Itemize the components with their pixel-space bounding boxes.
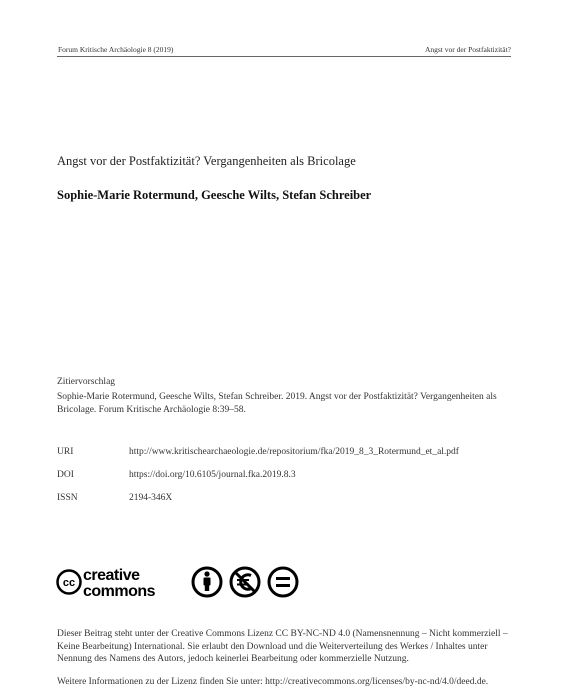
issn-label: ISSN (57, 493, 78, 503)
running-title: Angst vor der Postfaktizität? (424, 45, 511, 54)
logo-word-commons: commons (83, 583, 156, 600)
running-header (57, 45, 511, 55)
license-text: Dieser Beitrag steht unter der Creative Commons Lizenz CC BY-NC-ND 4.0 (Namensnennung – Nicht kommerziell – Keine Bearbeitung) International. Sie erlaubt den Download und die Weiterverteilung des Werkes / Inhaltes unter Nennung des Namens des Autors, jedoch keinerlei Bearbeitung oder kommerzielle Nutzung. (57, 629, 508, 664)
article-title: Angst vor der Postfaktizität? Vergangenheiten als Bricolage (57, 154, 356, 168)
uri-link[interactable]: http://www.kritischearchaeologie.de/repositorium/fka/2019_8_3_Rotermund_et_al.pdf (129, 447, 459, 457)
cc-badge-text: cc (62, 577, 76, 589)
uri-label: URI (57, 447, 74, 457)
noderivatives-icon (269, 568, 297, 596)
doi-label: DOI (57, 470, 74, 480)
citation-text: Sophie-Marie Rotermund, Geesche Wilts, Stefan Schreiber. 2019. Angst vor der Postfaktizität? Vergangenheiten als Bricolage. Forum Kritische Archäologie 8:39–58. (57, 392, 497, 415)
journal-issue: Forum Kritische Archäologie 8 (2019) (58, 45, 174, 54)
logo-word-creative: creative (83, 567, 140, 584)
doi-link[interactable]: https://doi.org/10.6105/journal.fka.2019.8.3 (129, 470, 296, 480)
citation-label: Zitiervorschlag (57, 377, 116, 387)
creative-commons-logo (56, 564, 302, 600)
cc-badge-icon (58, 571, 81, 594)
issn-value: 2194-346X (129, 493, 173, 503)
by-attribution-icon (193, 568, 221, 596)
header-divider (57, 56, 511, 57)
license-more-info: Weitere Informationen zu der Lizenz finden Sie unter: http://creativecommons.org/licenses/by-nc-nd/4.0/deed.de. (57, 677, 489, 687)
noncommercial-euro-icon (231, 568, 259, 596)
article-authors: Sophie-Marie Rotermund, Geesche Wilts, Stefan Schreiber (57, 188, 372, 202)
